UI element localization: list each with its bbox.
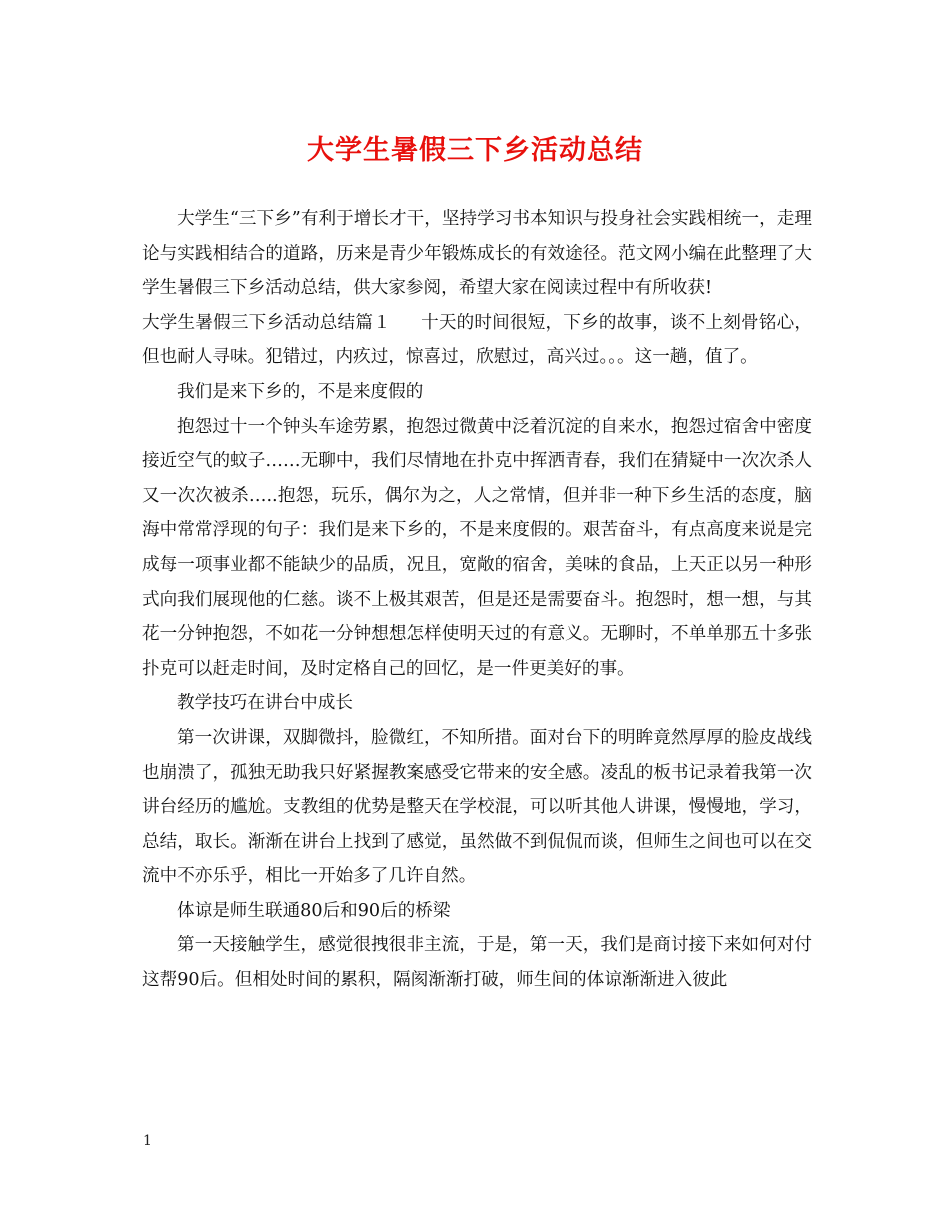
- section-paragraph-3: 第一天接触学生，感觉很拽很非主流，于是，第一天，我们是商讨接下来如何对付这帮90后。但相处时间的累积，隔阂渐渐打破，师生间的体谅渐渐进入彼此: [142, 935, 812, 991]
- intro-paragraph: [142, 202, 812, 375]
- article-label: 大学生暑假三下乡活动总结篇１: [142, 312, 391, 333]
- section-heading-2: 教学技巧在讲台中成长: [177, 693, 353, 714]
- section-heading-1: 我们是来下乡的，不是来度假的: [177, 381, 424, 402]
- page-number: 1: [143, 1133, 152, 1149]
- section-paragraph-2: 第一次讲课，双脚微抖，脸微红，不知所措。面对台下的明眸竟然厚厚的脸皮战线也崩溃了，孤独无助我只好紧握教案感受它带来的安全感。凌乱的板书记录着我第一次讲台经历的尴尬。支教组的优势是整天在学校混，可以听其他人讲课，慢慢地，学习，总结，取长。渐渐在讲台上找到了感觉，虽然做不到侃侃而谈，但师生之间也可以在交流中不亦乐乎，相比一开始多了几许自然。: [142, 727, 812, 887]
- document-body: [142, 202, 812, 998]
- document-title: 大学生暑假三下乡活动总结: [307, 135, 643, 166]
- section-paragraph-1: 抱怨过十一个钟头车途劳累，抱怨过微黄中泛着沉淀的自来水，抱怨过宿舍中密度接近空气的蚊子……无聊中，我们尽情地在扑克中挥洒青春，我们在猜疑中一次次杀人又一次次被杀…..抱怨，玩乐，偶尔为之，人之常情，但并非一种下乡生活的态度，脑海中常常浮现的句子：我们是来下乡的，不是来度假的。艰苦奋斗，有点高度来说是完成每一项事业都不能缺少的品质，况且，宽敞的宿舍，美味的食品，上天正以另一种形式向我们展现他的仁慈。谈不上极其艰苦，但是还是需要奋斗。抱怨时，想一想，与其花一分钟抱怨，不如花一分钟想想怎样使明天过的有意义。无聊时，不单单那五十多张扑克可以赶走时间，及时定格自己的回忆，是一件更美好的事。: [142, 416, 812, 679]
- article-opening: 十天的时间很短，下乡的故事，谈不上刻骨铭心，但也耐人寻味。犯错过，内疚过，惊喜过，欣慰过，高兴过。。。这一趟，值了。: [142, 312, 812, 368]
- section-heading-3: 体谅是师生联通80后和90后的桥梁: [177, 900, 451, 921]
- intro-text: 大学生“三下乡”有利于增长才干，坚持学习书本知识与投身社会实践相统一，走理论与实践相结合的道路，历来是青少年锻炼成长的有效途径。范文网小编在此整理了大学生暑假三下乡活动总结，供大家参阅，希望大家在阅读过程中有所收获!: [142, 209, 812, 299]
